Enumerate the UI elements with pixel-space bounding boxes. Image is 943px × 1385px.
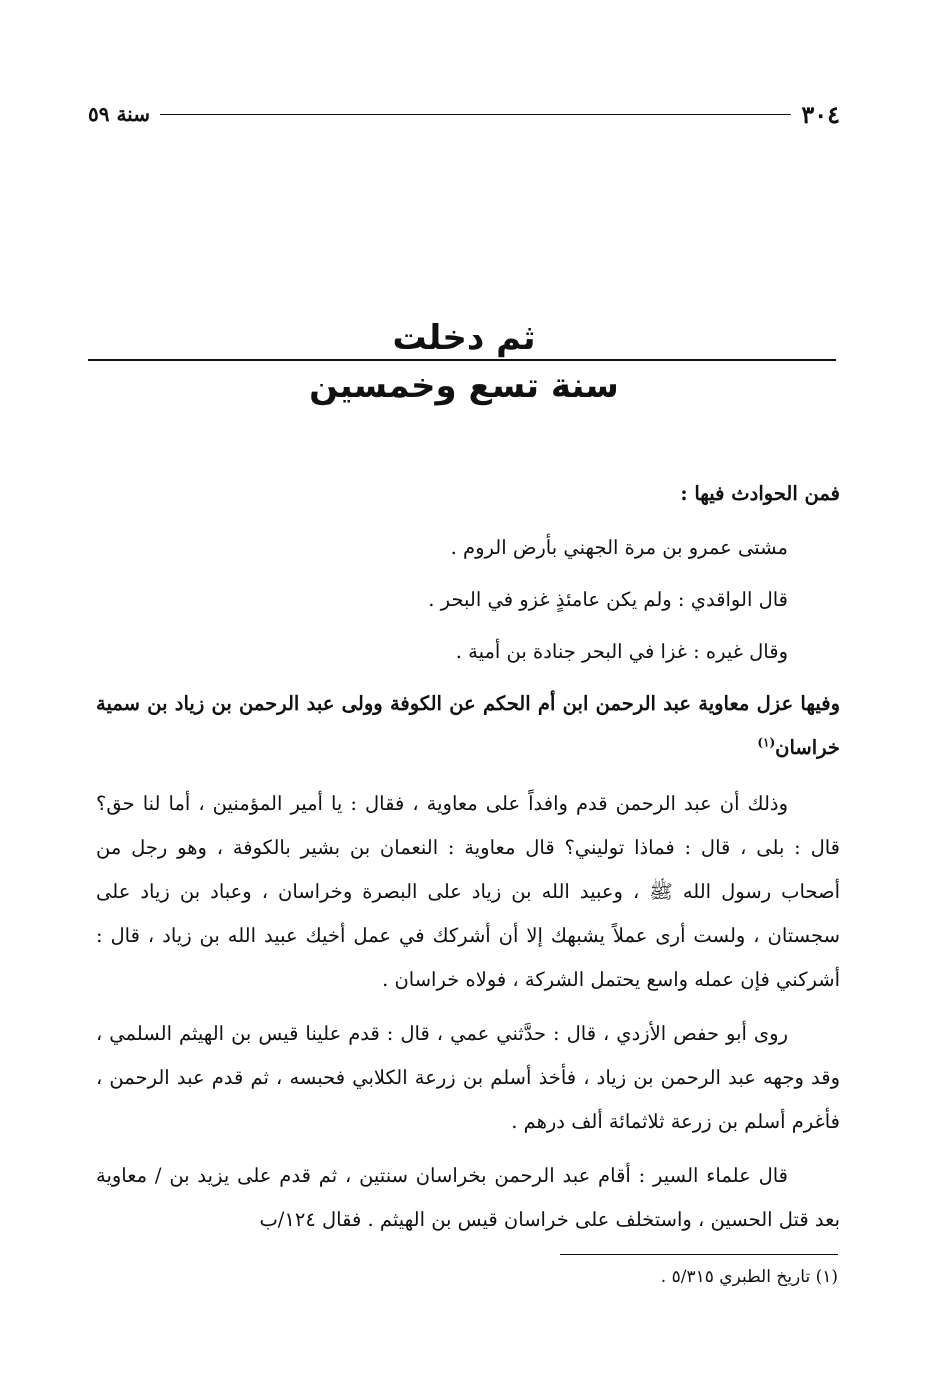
events-lead: فمن الحوادث فيها : — [680, 482, 840, 505]
main-text — [96, 472, 840, 1252]
paragraph-1: وذلك أن عبد الرحمن قدم وافداً على معاوية ، فقال : يا أمير المؤمنين ، أما لنا حق؟ قال : بلى ، قال : فماذا توليني؟ قال معاوية : النعمان بن بشير بالكوفة ، وهو رجل من أصحاب رسول الله ﷺ ، وعبيد الله بن زياد على البصرة وخراسان ، وعباد بن زياد على سجستان ، ولست أرى عملاً يشبهك إلا أن أشركك في عمل أخيك عبيد الله بن زياد ، قال : أشركني فإن عمله واسع يحتمل الشركة ، فولاه خراسان . — [96, 792, 840, 991]
running-header — [88, 98, 840, 130]
section-heading-text: وفيها عزل معاوية عبد الرحمن ابن أم الحكم عن الكوفة وولى عبد الرحمن بن زياد بن سمية خراسان — [96, 692, 840, 759]
footnote: (١) تاريخ الطبري ٥/٣١٥ . — [660, 1267, 838, 1287]
event-item-3: وقال غيره : غزا في البحر جنادة بن أمية . — [455, 640, 788, 663]
manuscript-folio-note: ١٢٤/ب — [259, 1208, 316, 1231]
footnote-divider — [560, 1254, 838, 1255]
chapter-title-line-1: ثم دخلت — [392, 318, 536, 358]
section-heading — [96, 682, 840, 770]
event-item-2: قال الواقدي : ولم يكن عامئذٍ غزو في البحر . — [428, 588, 788, 611]
chapter-title-line-2: سنة تسع وخمسين — [309, 366, 619, 406]
paragraph-2: روى أبو حفص الأزدي ، قال : حدَّثني عمي ، قال : قدم علينا قيس بن الهيثم السلمي ، وقد وجهه عبد الرحمن بن زياد ، فأخذ أسلم بن زرعة الكلابي فحبسه ، ثم قدم عبد الرحمن ، فأغرم أسلم بن زرعة ثلاثمائة ألف درهم . — [96, 1022, 840, 1133]
header-rule — [160, 114, 791, 115]
event-item-1: مشتى عمرو بن مرة الجهني بأرض الروم . — [450, 536, 788, 559]
paragraph-3 — [96, 1154, 840, 1242]
footnote-marker: (١) — [757, 735, 776, 750]
paragraph-3-text: قال علماء السير : أقام عبد الرحمن بخراسان سنتين ، ثم قدم على يزيد بن / معاوية بعد قتل الحسين ، واستخلف على خراسان قيس بن الهيثم . فقال — [96, 1164, 840, 1231]
title-divider — [88, 359, 836, 361]
page-number: ٣٠٤ — [801, 99, 840, 129]
running-title-year: سنة ٥٩ — [88, 102, 150, 126]
